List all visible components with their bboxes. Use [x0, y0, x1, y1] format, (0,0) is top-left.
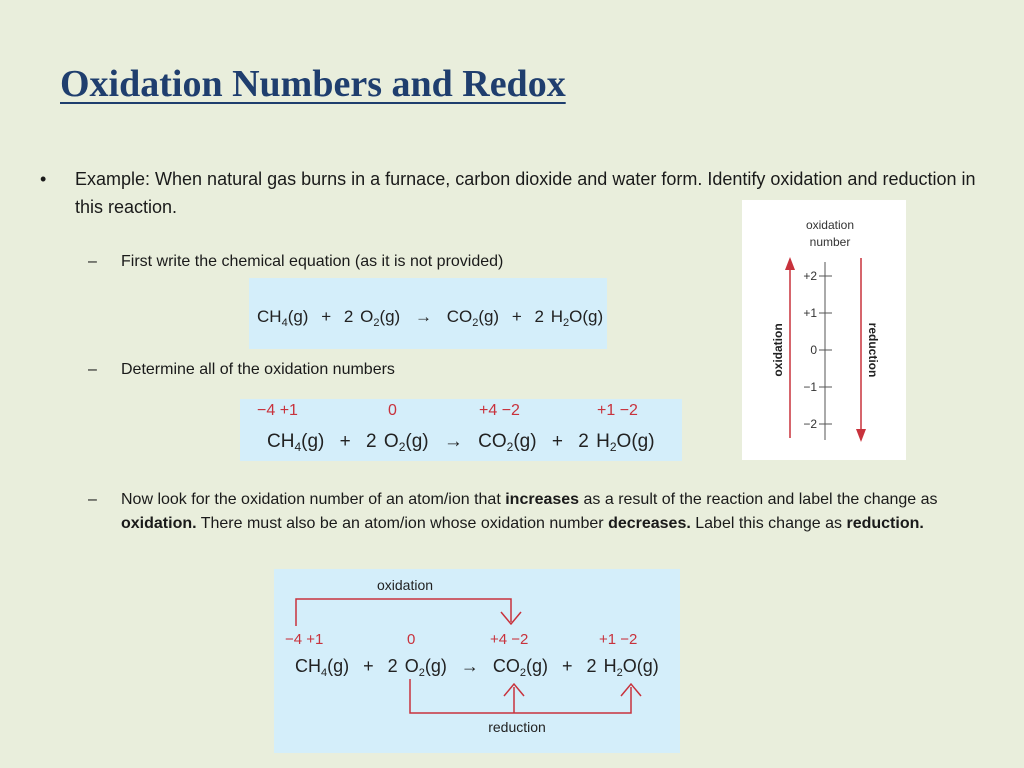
scale-oxidation-label: oxidation	[771, 323, 785, 377]
oxidation-label: oxidation	[376, 577, 434, 593]
reduction-arrowhead-down	[856, 429, 866, 442]
scale-tick-label: 0	[810, 343, 817, 357]
ox-num-co2: +4 −2	[479, 402, 520, 419]
dash-marker-3: –	[88, 491, 97, 508]
ox-num-o2: 0	[388, 402, 397, 419]
oxidation-numbers-figure	[240, 399, 682, 461]
equation-figure	[249, 278, 607, 349]
example-text: Example: When natural gas burns in a furnace, carbon dioxide and water form. Identify oxidation and reduction in this reaction.	[75, 169, 976, 217]
scale-tick-label: −1	[803, 380, 817, 394]
scale-title-line1: oxidation	[805, 218, 855, 232]
dash-marker-2: –	[88, 361, 97, 378]
ox-num-co2-3: +4 −2	[490, 631, 529, 648]
oxidation-scale-figure	[742, 200, 906, 460]
reduction-bracket	[410, 679, 631, 713]
ox-num-h2o-3: +1 −2	[599, 631, 638, 648]
oxidation-numbers-panel	[240, 399, 682, 461]
dash-marker-1: –	[88, 253, 97, 270]
scale-tick-label: −2	[803, 417, 817, 431]
oxidation-bracket	[296, 599, 511, 626]
scale-tick-label: +1	[803, 306, 817, 320]
bullet-marker: •	[40, 169, 47, 189]
oxidation-arrowhead-up	[785, 257, 795, 270]
scale-tick-label: +2	[803, 269, 817, 283]
ox-num-h2o: +1 −2	[597, 402, 638, 419]
ox-num-o2-3: 0	[407, 631, 416, 648]
redox-diagram-panel	[274, 569, 680, 753]
redox-diagram	[274, 569, 680, 753]
sub-bullet-oxidation-numbers: Determine all of the oxidation numbers	[121, 361, 395, 378]
ox-num-ch4-3: −4 +1	[285, 631, 324, 648]
slide-title: Oxidation Numbers and Redox	[60, 63, 566, 105]
equation-line-3: $CH_4(g)$ + 2 $O_2(g)$ → $CO_2(g)$ + 2 $H_2O(g)$	[295, 656, 659, 679]
scale-title-line2: number	[809, 235, 851, 249]
sub-bullet-identify-redox: Now look for the oxidation number of an atom/ion that increases as a result of the reaction and label the change as oxidation. There must also be an atom/ion whose oxidation number decreases. Label this change as reduction.	[121, 491, 938, 532]
equation-line-2: $CH_4(g)$ + 2 $O_2(g)$ → $CO_2(g)$ + 2 $H_2O(g)$	[267, 431, 655, 454]
reduction-label: reduction	[488, 719, 546, 735]
equation-line: $CH_4(g)$ + 2 $O_2(g)$ → $CO_2(g)$ + 2 $H_2O(g)$	[257, 307, 604, 329]
equation-panel	[249, 278, 607, 349]
ox-num-ch4: −4 +1	[257, 402, 298, 419]
scale-reduction-label: reduction	[866, 322, 880, 378]
oxidation-number-scale	[742, 200, 906, 460]
sub-bullet-write-equation: First write the chemical equation (as it is not provided)	[121, 253, 504, 270]
